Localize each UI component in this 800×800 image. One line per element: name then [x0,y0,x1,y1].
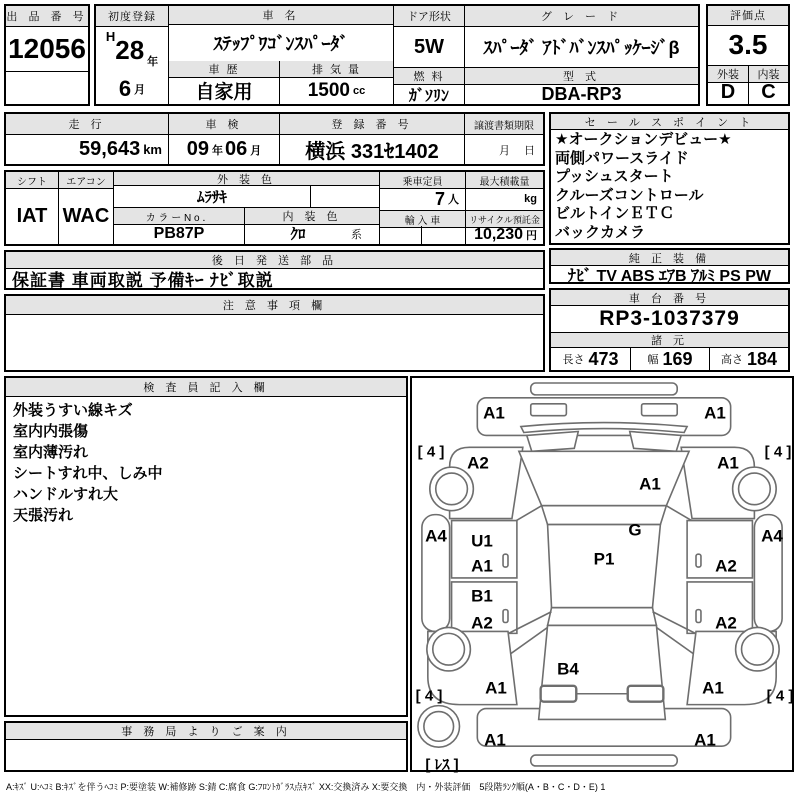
interior-color-suffix: 系 [351,228,362,241]
equipment-label: 純 正 装 備 [551,250,788,266]
sales-point-item: ビルトインＥＴＣ [555,205,675,222]
colorno-interior-values [114,223,379,244]
damage-label-left-rear-quarter: A1 [485,678,507,698]
width-cell [630,348,709,370]
mileage-col [6,114,168,164]
inspection-year: 09 [186,138,209,160]
lot-number-value: 12056 [8,33,86,64]
month-suffix: 月 [134,83,146,96]
office-info-value [6,740,406,770]
lot-number-box [4,4,90,106]
door-shape-label: ドア形状 [394,6,464,27]
legend-line: A:ｷｽﾞ U:ﾍｺﾐ B:ｷｽﾞを伴うﾍｺﾐ P:要塗装 W:補修跡 S:錆 C:腐食 G:ﾌﾛﾝﾄｶﾞﾗｽ点ｷｽﾞ XX:交換済み X:要交換 内・外装評価 5段階ﾗﾝｸ順(A・B・C・D・E) 1 [6,782,606,792]
ext-int-values [708,81,788,104]
model-code-label: 型 式 [465,67,698,85]
inspection-col [168,114,279,164]
displacement-label: 排 気 量 [279,61,393,78]
office-info-box [4,721,408,772]
grade-value: ｽﾊﾟｰﾀﾞ ｱﾄﾞﾊﾞﾝｽﾊﾟｯｹｰｼﾞβ [483,38,680,58]
height-value: 184 [746,348,778,369]
diagram-labels [412,378,796,774]
sales-point-item: プッシュスタート [555,168,674,185]
capacity-unit: 人 [448,194,459,206]
transfer-day-label: 日 [524,144,535,157]
header-box [94,4,700,106]
color-col [113,172,379,244]
plate-label: 登 録 番 号 [280,114,464,135]
sales-point-item: ★オークションデビュー★ [555,131,732,148]
first-registration-year [96,27,168,73]
equipment-value: ﾅﾋﾞ TV ABS ｴｱB ｱﾙﾐ PS PW [568,267,771,282]
inspection-label: 車 検 [169,114,279,135]
import-value-cell-a [380,226,422,244]
inspection-month: 06 [225,138,248,160]
era-letter: H [105,29,116,44]
grade-label: グ レ ー ド [465,6,698,27]
damage-label-right-rear-tire: [ 4 ] [766,687,794,705]
car-name-col [168,6,393,104]
door-fuel-col [393,6,464,104]
vehicle-diagram-box [410,376,794,772]
caution-value [6,315,543,370]
recycle-unit: 円 [526,230,537,242]
car-name-label: 車 名 [169,6,393,25]
damage-label-left-front-tire: [ 4 ] [417,443,445,461]
caution-box [4,294,545,372]
interior-color-value-cell [244,223,379,244]
history-displacement-values [169,77,393,104]
import-label: 輸 入 車 [380,210,465,228]
sales-point-item: クルーズコントロール [555,186,704,204]
capacity-values [380,188,543,210]
model-code-value: DBA-RP3 [541,85,622,104]
sales-points-list [551,130,788,243]
ext-int-headers [708,65,788,81]
damage-label-right-rear-quarter: A1 [702,678,724,698]
length-cell [551,348,630,370]
length-value: 473 [588,348,619,369]
capacity-value: 7 [434,188,445,209]
inspector-notes-box [4,376,408,717]
colorno-interior-headers [114,207,379,223]
vin-value: RP3-1037379 [599,307,740,330]
score-label: 評価点 [708,6,788,26]
damage-label-left-sill: A4 [425,526,447,546]
inspector-notes-label: 検 査 員 記 入 欄 [6,378,406,397]
inspector-note: ハンドルすれ大 [13,486,119,503]
aircon-label: エアコン [59,172,113,189]
first-registration-month [96,73,168,104]
inspector-note: 外装うすい線キズ [13,402,133,419]
height-label: 高さ [720,354,743,366]
max-load-label: 最大積載量 [465,172,543,189]
score-box [706,4,790,106]
sales-points-box [549,112,790,245]
damage-label-rear-bumper-right: A1 [694,730,716,750]
caution-label: 注 意 事 項 欄 [6,296,543,315]
inspector-note: シートすれ中、しみ中 [13,465,163,482]
damage-label-rear-gate: B4 [557,659,579,679]
capacity-label: 乗車定員 [380,172,465,189]
year-suffix: 年 [147,56,159,68]
inspector-notes-list [6,397,406,529]
damage-label-front-glass: G [628,520,642,540]
max-load-unit: kg [524,193,537,205]
damage-label-right-front-tire: [ 4 ] [764,443,792,461]
damage-label-roof: P1 [593,549,615,569]
damage-label-right-front-fender: A1 [717,453,739,473]
first-registration-col [96,6,168,104]
damage-label-left-rear-door: A2 [471,613,493,633]
exterior-color-value: ﾑﾗｻｷ [196,189,227,206]
sales-point-item: バックカメラ [555,223,646,241]
exterior-color-row [114,186,379,207]
lot-number-label: 出 品 番 号 [6,6,88,27]
plate-value: 横浜 331ｾ1402 [305,141,439,163]
later-parts-value: 保証書 車両取説 予備ｷｰ ﾅﾋﾞ取説 [12,271,274,288]
inspector-note: 天張汚れ [13,507,74,524]
exterior-grade-label: 外装 [708,65,748,83]
equipment-box [549,248,790,284]
capacity-col [379,172,543,244]
transfer-month-label: 月 [499,144,510,157]
import-recycle-headers [380,210,543,226]
color-no-value: PB87P [153,224,205,242]
office-info-label: 事 務 局 よ り ご 案 内 [6,723,406,740]
vin-label: 車 台 番 号 [551,290,788,306]
later-parts-box [4,250,545,290]
transfer-docs-col [464,114,543,164]
exterior-color-suffix-cell [310,186,379,207]
interior-color-value: ｸﾛ [290,226,306,243]
first-registration-year-value: 28 [115,34,145,65]
mileage-label: 走 行 [6,114,168,135]
history-value: 自家用 [195,82,253,103]
max-load-value-cell [465,188,543,210]
length-label: 長さ [562,354,585,366]
mileage-unit: km [143,142,162,157]
shift-label: シフト [6,172,58,189]
displacement-unit: cc [353,84,366,97]
sales-points-label: セ ー ル ス ポ イ ン ト [551,114,788,130]
color-no-label: カ ラ ー N o ． [114,207,244,225]
plate-col [279,114,464,164]
spec-box [4,170,545,246]
capacity-headers [380,172,543,188]
score-value: 3.5 [728,29,768,61]
damage-label-right-rear-door: A2 [715,613,737,633]
damage-label-hood: A1 [639,474,661,494]
displacement-value [279,77,393,104]
recycle-value-cell [465,226,543,244]
inspection-year-suffix: 年 [212,144,223,157]
capacity-value-cell [380,188,465,210]
interior-grade-value: C [748,81,788,104]
damage-label-left-rear-tire: [ 4 ] [415,687,443,705]
damage-label-left-front-door: A1 [471,556,493,576]
history-label: 車 歴 [169,61,279,78]
width-label: 幅 [647,354,659,366]
transfer-docs-label: 譲渡書類期限 [465,114,543,135]
car-name-value: ｽﾃｯﾌﾟﾜｺﾞﾝｽﾊﾟｰﾀﾞ [213,34,349,54]
aircon-col [58,172,113,244]
sales-point-item: 両側パワースライド [555,149,689,167]
recycle-label: リサイクル預託金 [465,210,543,228]
mileage-value [6,135,168,164]
shift-value: IAT [16,205,48,227]
damage-label-rear-bumper-left: A1 [484,730,506,750]
damage-label-left-front-door-upper: U1 [471,531,493,551]
import-recycle-values [380,226,543,244]
damage-label-right-sill: A4 [761,526,783,546]
import-value-cell-b [422,226,465,244]
aircon-value: WAC [62,205,110,227]
interior-grade-label: 内装 [748,65,788,83]
history-displacement-headers [169,61,393,77]
inspector-note: 室内内張傷 [13,423,89,440]
later-parts-label: 後 日 発 送 部 品 [6,252,543,269]
inspector-note: 室内薄汚れ [13,444,89,461]
first-registration-month-value: 6 [118,75,132,101]
exterior-color-label: 外 装 色 [114,172,379,186]
inspection-value [169,135,279,164]
damage-label-left-front-fender: A2 [467,453,489,473]
registration-box [4,112,545,166]
displacement-number: 1500 [307,79,351,101]
damage-label-right-front-door: A2 [715,556,737,576]
dimensions-label: 諸 元 [551,332,788,348]
height-cell [709,348,788,370]
damage-label-spare-tire: [ ﾚｽ ] [425,756,459,774]
dimensions-row [551,348,788,370]
inspection-month-suffix: 月 [250,144,262,157]
damage-label-front-bumper-left: A1 [483,403,505,423]
fuel-value: ｶﾞｿﾘﾝ [408,88,449,104]
shift-col [6,172,58,244]
width-value: 169 [662,348,693,369]
mileage-number: 59,643 [79,138,141,160]
vin-box [549,288,790,372]
transfer-docs-value [465,135,543,164]
lot-number-empty-cell [6,71,88,104]
fuel-label: 燃 料 [394,67,464,85]
exterior-grade-value: D [720,81,736,103]
damage-label-front-bumper-right: A1 [704,403,726,423]
door-shape-value: 5W [414,35,444,58]
damage-label-left-rear-door-upper: B1 [471,586,493,606]
grade-col [464,6,698,104]
recycle-value: 10,230 [474,226,523,243]
interior-color-label: 内 装 色 [244,207,379,225]
first-registration-label: 初度登録 [96,6,168,27]
